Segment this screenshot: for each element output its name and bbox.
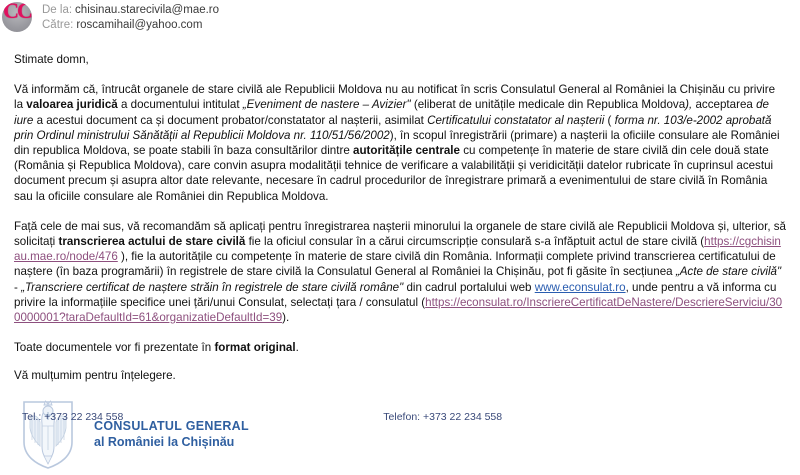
p2-seg5: din cadrul portalului web bbox=[403, 280, 535, 294]
p1-italic-de-iure: de iure bbox=[14, 98, 769, 127]
footer-clipped-region bbox=[0, 411, 800, 420]
p2-seg3: ), fie la autoritățile cu competențe în materie de stare civilă din România. Informații complete privind transcrierea certificatului de naștere (în baza programării) în registrele de stare civilă la Consulatul General al României la Chișinău, pot fi găsite în secțiunea bbox=[14, 250, 776, 279]
p3-bold-format-original: format original bbox=[214, 341, 296, 355]
greeting-paragraph: Stimate domn, bbox=[14, 53, 89, 66]
p1-italic-forma: forma nr. 103/e-2002 aprobată prin Ordinul ministrului Sănătății al Republicii Moldova nr. 110/51/56/2002 bbox=[14, 113, 772, 142]
p1-bold-autoritatile-centrale: autoritățile centrale bbox=[353, 144, 460, 158]
p1-seg5: a acestui document ca și document probator/constatator al nașterii, asimilat bbox=[33, 113, 428, 127]
signature-text bbox=[94, 418, 249, 450]
avatar-initials: CC bbox=[3, 2, 31, 23]
to-row bbox=[42, 18, 219, 33]
p2-seg2: fie la oficiul consular în a cărui circumscripție consulară s-a înfăptuit actul de stare civilă ( bbox=[245, 235, 705, 249]
p1-seg6: ( bbox=[604, 113, 615, 127]
p2-italic-transcriere-certificat: „Transcriere certificat de naștere străin în registrele de stare civilă române" bbox=[21, 280, 404, 294]
link-cgchisinau-node476[interactable]: https://cgchisinau.mae.ro/node/476 bbox=[14, 235, 781, 264]
p1-seg1: Vă informăm că, întrucât organele de stare civilă ale Republicii Moldova nu au notificat în scris Consulatul General al României la Chișinău cu privire la bbox=[14, 83, 776, 112]
p2-seg7: ). bbox=[282, 311, 290, 325]
email-body bbox=[0, 38, 800, 384]
link-econsulat-inscriere-certificat[interactable]: https://econsulat.ro/InscriereCertificatDeNastere/DescriereServiciu/300000001?taraDefaultId=61&organizatieDefaultId=39 bbox=[14, 295, 783, 325]
from-address[interactable]: chisinau.starecivila@mae.ro bbox=[75, 4, 220, 16]
p3-seg2: . bbox=[295, 341, 299, 355]
footer-contact-row bbox=[0, 411, 800, 420]
p3-seg1: Toate documentele vor fi prezentate în bbox=[14, 341, 215, 355]
paragraph-thanks: Vă mulțumim pentru înțelegere. bbox=[14, 369, 176, 383]
p1-italic-eveniment: „Eveniment de nastere – Avizier" bbox=[242, 98, 411, 112]
p2-seg4: - bbox=[14, 280, 22, 294]
signature-line-1: CONSULATUL GENERAL bbox=[94, 418, 249, 433]
link-econsulat-home[interactable]: www.econsulat.ro bbox=[534, 280, 626, 294]
signature-line-2: al României la Chișinău bbox=[94, 434, 235, 449]
to-label: Către: bbox=[42, 19, 74, 31]
sender-avatar bbox=[2, 2, 32, 32]
footer-phone-left: Tel.: +373 22 234 558 bbox=[22, 411, 124, 420]
paragraph-legal-value bbox=[14, 82, 786, 204]
p2-italic-acte-stare-civila: „Acte de stare civilă" bbox=[675, 265, 782, 279]
paragraph-original-format bbox=[14, 340, 786, 355]
p1-italic-certificatului: Certificatului constatator al nașterii bbox=[427, 113, 605, 127]
romanian-coat-of-arms-icon bbox=[18, 398, 78, 470]
from-label: De la: bbox=[42, 4, 73, 16]
p1-seg8: cu competențe în materie de stare civilă din cele două state (România și Republica Moldova), care convin asupra modalității tehnice de verificare a valabilității și veridicității datelor rubricate în cuprinsul acestui document precum și asupra altor date relevante, necesare în cadrul procedurilor de înregistrare primară a evenimentului de stare civilă în România sau la oficiile consulare ale României din Republica Moldova. bbox=[14, 144, 774, 203]
p1-seg2: a documentului intitulat bbox=[117, 98, 243, 112]
p2-seg1: Față cele de mai sus, vă recomandăm să aplicați pentru înregistrarea nașterii minorului la organele de stare civilă ale Republicii Moldova și, ulterior, să solicitați bbox=[14, 219, 787, 249]
p1-italic-paren: ), bbox=[685, 98, 693, 112]
p2-seg6: , unde pentru a vă informa cu privire la informațiile specifice unei țări/unui Consulat, selectați țara / consulatul ( bbox=[14, 280, 777, 309]
p1-bold-valoarea-juridica: valoarea juridică bbox=[26, 98, 118, 112]
spacer-top bbox=[14, 38, 786, 52]
p1-seg7: ), în scopul înregistrării (primare) a nașterii la oficiile consulare ale României din republica Moldova, se poate stabili în baza consultărilor dintre bbox=[14, 128, 780, 158]
email-header bbox=[0, 0, 800, 38]
paragraph-recommendation bbox=[14, 219, 786, 325]
from-row bbox=[42, 3, 219, 18]
p2-bold-transcrierea: transcrierea actului de stare civilă bbox=[58, 235, 246, 249]
address-block bbox=[42, 2, 219, 33]
p1-seg3: (eliberat de unitățile medicale din Republica Moldova bbox=[410, 98, 686, 112]
footer-phone-right: Telefon: +373 22 234 558 bbox=[383, 411, 503, 420]
spacer-before-thanks bbox=[14, 355, 786, 368]
p1-seg4: acceptarea bbox=[692, 98, 757, 112]
email-signature bbox=[0, 384, 800, 470]
to-address[interactable]: roscamihail@yahoo.com bbox=[76, 19, 203, 31]
